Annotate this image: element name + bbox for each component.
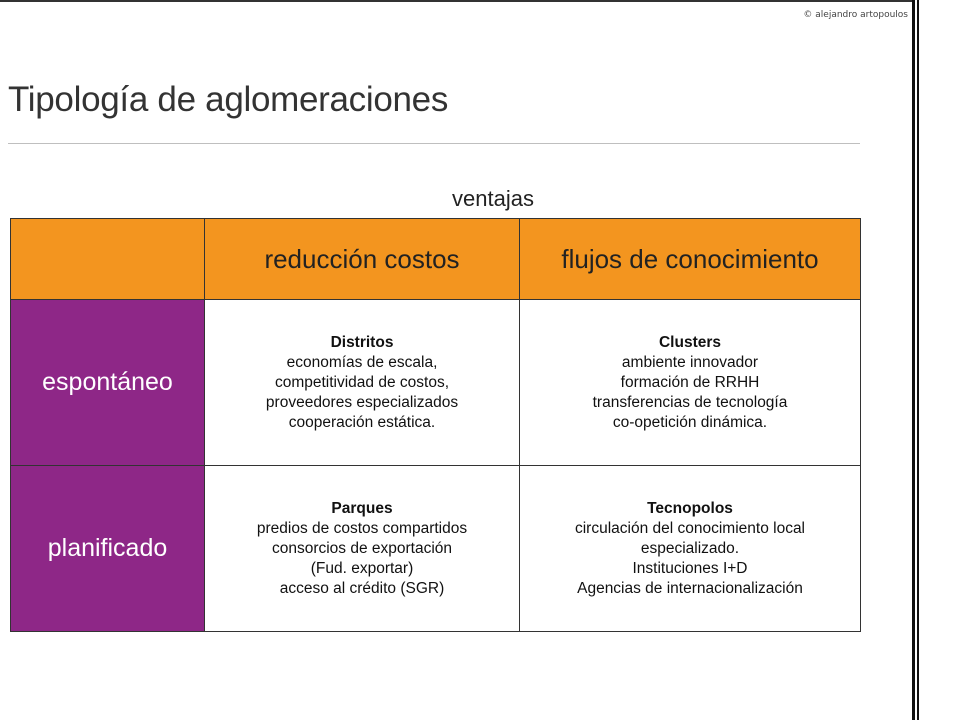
header-cost-reduction: reducción costos bbox=[205, 219, 520, 300]
cell-tecnopolos bbox=[520, 466, 861, 632]
cell-parques bbox=[205, 466, 520, 632]
cell-line: Instituciones I+D bbox=[632, 559, 748, 577]
cell-title: Distritos bbox=[330, 333, 394, 351]
cell-line: proveedores especializados bbox=[265, 393, 459, 411]
cell-line: consorcios de exportación bbox=[271, 539, 453, 557]
cell-line: (Fud. exportar) bbox=[310, 559, 414, 577]
cell-distritos bbox=[205, 300, 520, 466]
cell-title: Parques bbox=[331, 499, 393, 517]
cell-clusters bbox=[520, 300, 861, 466]
top-border bbox=[0, 0, 912, 2]
cell-line: especializado. bbox=[640, 539, 740, 557]
cell-line: circulación del conocimiento local bbox=[574, 519, 806, 537]
title-divider bbox=[8, 143, 860, 144]
header-knowledge-flows: flujos de conocimiento bbox=[520, 219, 861, 300]
header-corner-cell bbox=[11, 219, 205, 300]
cell-line: cooperación estática. bbox=[288, 413, 436, 431]
copyright-notice: © alejandro artopoulos bbox=[803, 10, 908, 20]
cell-line: Agencias de internacionalización bbox=[577, 579, 803, 597]
typology-table bbox=[10, 218, 861, 632]
cell-line: competitividad de costos, bbox=[274, 373, 450, 391]
column-group-label: ventajas bbox=[452, 186, 534, 211]
row-label-planned: planificado bbox=[11, 466, 205, 632]
table-row bbox=[11, 300, 861, 466]
cell-line: acceso al crédito (SGR) bbox=[279, 579, 445, 597]
table-header-row bbox=[11, 219, 861, 300]
cell-line: co-opetición dinámica. bbox=[612, 413, 768, 431]
row-label-spontaneous: espontáneo bbox=[11, 300, 205, 466]
cell-title: Tecnopolos bbox=[647, 499, 733, 517]
cell-title: Clusters bbox=[658, 333, 722, 351]
table-row bbox=[11, 466, 861, 632]
frame-right-border bbox=[912, 0, 960, 720]
cell-line: formación de RRHH bbox=[620, 373, 760, 391]
page-title: Tipología de aglomeraciones bbox=[8, 80, 449, 119]
cell-line: ambiente innovador bbox=[621, 353, 759, 371]
cell-line: economías de escala, bbox=[286, 353, 438, 371]
cell-line: predios de costos compartidos bbox=[256, 519, 468, 537]
cell-line: transferencias de tecnología bbox=[592, 393, 788, 411]
